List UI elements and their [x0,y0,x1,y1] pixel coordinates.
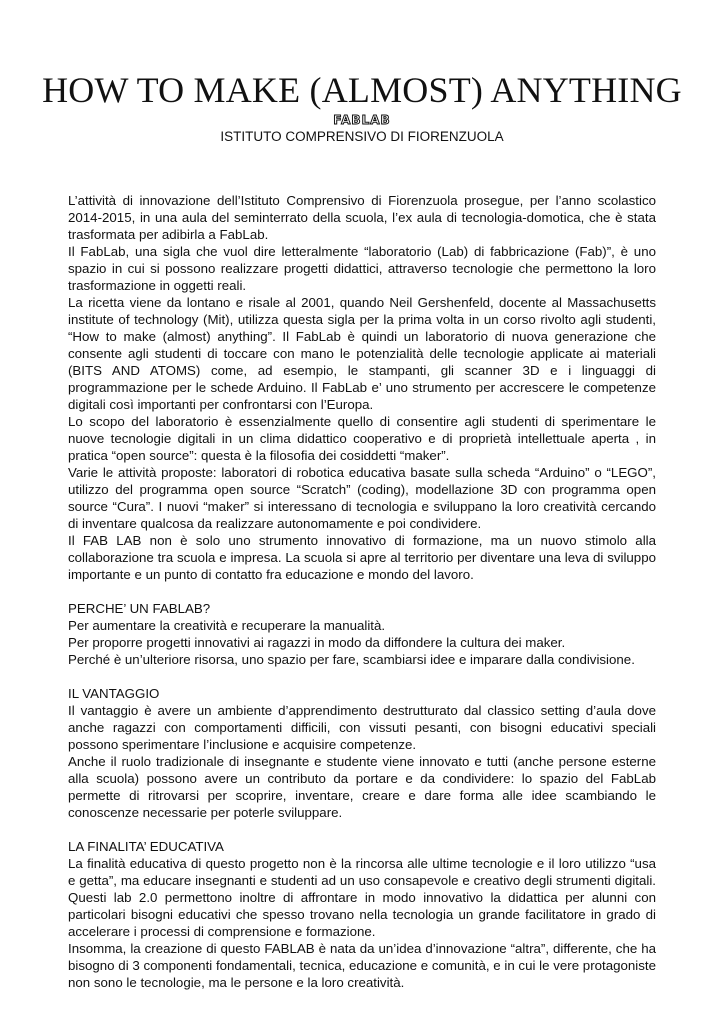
paragraph: Il vantaggio è avere un ambiente d’apprendimento destrutturato dal classico setting d’aula dove anche ragazzi con comportamenti difficili, con vissuti pesanti, con bisogni educativi speciali possono sperimentare l’inclusione e acquisire competenze. [68,703,656,752]
section-heading: LA FINALITA’ EDUCATIVA [68,839,224,854]
paragraph: Varie le attività proposte: laboratori di robotica educativa basate sulla scheda “Arduino” o “LEGO”, utilizzo del programma open source “Scratch” (coding), modellazione 3D con programma open source “Cura”. I nuovi “maker” si interessano di tecnologia e sviluppano la loro creatività cercando di inventare qualcosa da realizzare autonomamente e poi condividere. [68,465,656,531]
paragraph: Il FabLab, una sigla che vuol dire letteralmente “laboratorio (Lab) di fabbricazione (Fab)”, è uno spazio in cui si possono realizzare progetti didattici, attraverso tecnologie che permettono la loro trasformazione in oggetti reali. [68,244,656,293]
section-heading: IL VANTAGGIO [68,686,160,701]
paragraph: Perché è un’ulteriore risorsa, uno spazio per fare, scambiarsi idee e imparare dalla condivisione. [68,652,635,667]
paragraph: L’attività di innovazione dell’Istituto Comprensivo di Fiorenzuola prosegue, per l’anno scolastico 2014-2015, in una aula del seminterrato della scuola, l’ex aula di tecnologia-domotica, che è stata trasformata per adibirla a FabLab. [68,193,656,242]
paragraph: La finalità educativa di questo progetto non è la rincorsa alle ultime tecnologie e il loro utilizzo “usa e getta”, ma educare insegnanti e studenti ad un uso consapevole e creativo degli strumenti digitali. Questi lab 2.0 permettono inoltre di affrontare in modo innovativo la didattica per alunni con particolari bisogni educativi che spesso trovano nella tecnologia un grande facilitatore in grado di accelerare i processi di comprensione e formazione. [68,856,656,939]
school-subtitle: ISTITUTO COMPRENSIVO DI FIORENZUOLA [220,129,504,144]
fablab-logo: FABLAB [333,113,391,127]
section-finalita [68,838,656,991]
paragraph: Per proporre progetti innovativi ai ragazzi in modo da diffondere la cultura dei maker. [68,635,566,650]
paragraph: Per aumentare la creatività e recuperare la manualità. [68,618,386,633]
section-vantaggio [68,685,656,821]
paragraph: Il FAB LAB non è solo uno strumento innovativo di formazione, ma un nuovo stimolo alla collaborazione tra scuola e impresa. La scuola si apre al territorio per diventare una leva di sviluppo importante e un punto di contatto fra educazione e mondo del lavoro. [68,533,656,582]
paragraph: Lo scopo del laboratorio è essenzialmente quello di consentire agli studenti di sperimentare le nuove tecnologie digitali in un clima didattico cooperativo e di proprietà intellettuale aperta , in pratica “open source”: questa è la filosofia dei cosiddetti “maker”. [68,414,656,463]
section-heading: PERCHE’ UN FABLAB? [68,601,211,616]
document-title: HOW TO MAKE (ALMOST) ANYTHING [42,70,682,110]
intro-section [68,192,656,583]
document-body [68,192,656,991]
paragraph: Anche il ruolo tradizionale di insegnante e studente viene innovato e tutti (anche persone esterne alla scuola) possono avere un contributo da portare e da condividere: lo spazio del FabLab permette di ritrovarsi per scoprire, inventare, creare e dare forma alle idee scambiando le conoscenze necessarie per poterle sviluppare. [68,754,656,820]
paragraph: La ricetta viene da lontano e risale al 2001, quando Neil Gershenfeld, docente al Massachusetts institute of technology (Mit), utilizza questa sigla per la prima volta in un corso rivolto agli studenti, “How to make (almost) anything”. Il FabLab è quindi un laboratorio di nuova generazione che consente agli studenti di toccare con mano le potenzialità delle tecnologie applicate ai materiali (BITS AND ATOMS) come, ad esempio, le stampanti, gli scanner 3D e i linguaggi di programmazione per le schede Arduino. Il FabLab e’ uno strumento per accrescere le competenze digitali così importanti per confrontarsi con l’Europa. [68,295,656,412]
paragraph: Insomma, la creazione di questo FABLAB è nata da un’idea d’innovazione “altra”, differente, che ha bisogno di 3 componenti fondamentali, tecnica, educazione e comunità, e in cui le vere protagoniste non sono le tecnologie, ma le persone e la loro creatività. [68,941,656,990]
section-perche [68,600,656,668]
